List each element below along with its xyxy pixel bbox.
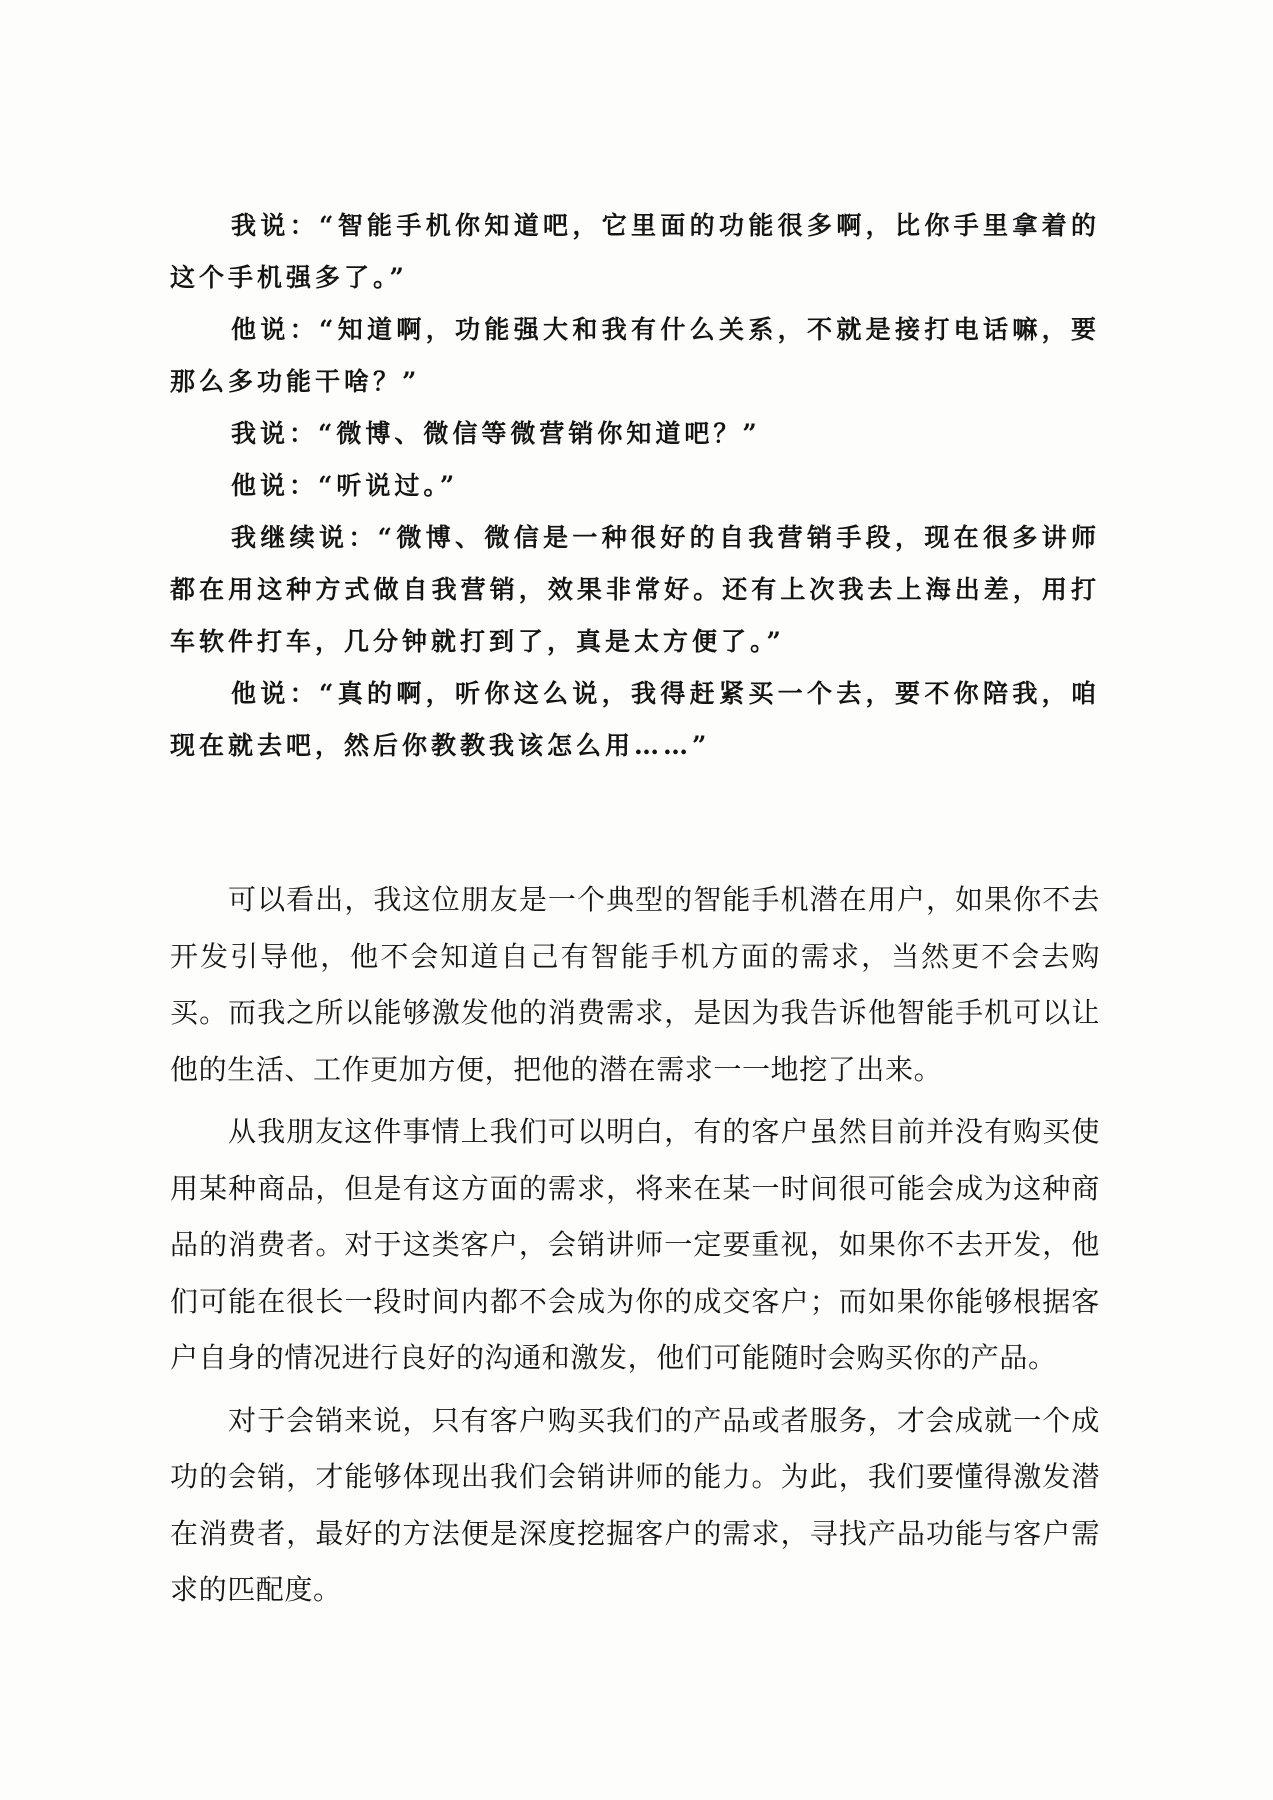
body-paragraph: 从我朋友这件事情上我们可以明白，有的客户虽然目前并没有购买使用某种商品，但是有这方面的需求，将来在某一时间很可能会成为这种商品的消费者。对于这类客户，会销讲师一定要重视，如果你不去开发，他们可能在很长一段时间内都不会成为你的成交客户；而如果你能够根据客户自身的情况进行良好的沟通和激发，他们可能随时会购买你的产品。 xyxy=(170,1115,1100,1374)
body-paragraph: 可以看出，我这位朋友是一个典型的智能手机潜在用户，如果你不去开发引导他，他不会知道自己有智能手机方面的需求，当然更不会去购买。而我之所以能够激发他的消费需求，是因为我告诉他智能手机可以让他的生活、工作更加方便，把他的潜在需求一一地挖了出来。 xyxy=(170,883,1100,1086)
dialogue-line: 他说：“真的啊，听你这么说，我得赶紧买一个去，要不你陪我，咱现在就去吧，然后你教教我该怎么用……” xyxy=(170,679,1100,760)
dialogue-line: 我说：“智能手机你知道吧，它里面的功能很多啊，比你手里拿着的这个手机强多了。” xyxy=(170,211,1100,292)
dialogue-line: 我继续说：“微博、微信是一种很好的自我营销手段，现在很多讲师都在用这种方式做自我营销，效果非常好。还有上次我去上海出差，用打车软件打车，几分钟就打到了，真是太方便了。” xyxy=(170,523,1100,656)
body-text xyxy=(170,872,1100,1619)
dialogue-line: 我说：“微博、微信等微营销你知道吧？” xyxy=(231,419,761,448)
body-paragraph: 对于会销来说，只有客户购买我们的产品或者服务，才会成就一个成功的会销，才能够体现出我们会销讲师的能力。为此，我们要懂得激发潜在消费者，最好的方法便是深度挖掘客户的需求，寻找产品功能与客户需求的匹配度。 xyxy=(170,1403,1100,1606)
dialogue-line: 他说：“听说过。” xyxy=(231,471,459,500)
dialogue-block xyxy=(170,200,1100,772)
dialogue-line: 他说：“知道啊，功能强大和我有什么关系，不就是接打电话嘛，要那么多功能干啥？” xyxy=(170,315,1100,396)
